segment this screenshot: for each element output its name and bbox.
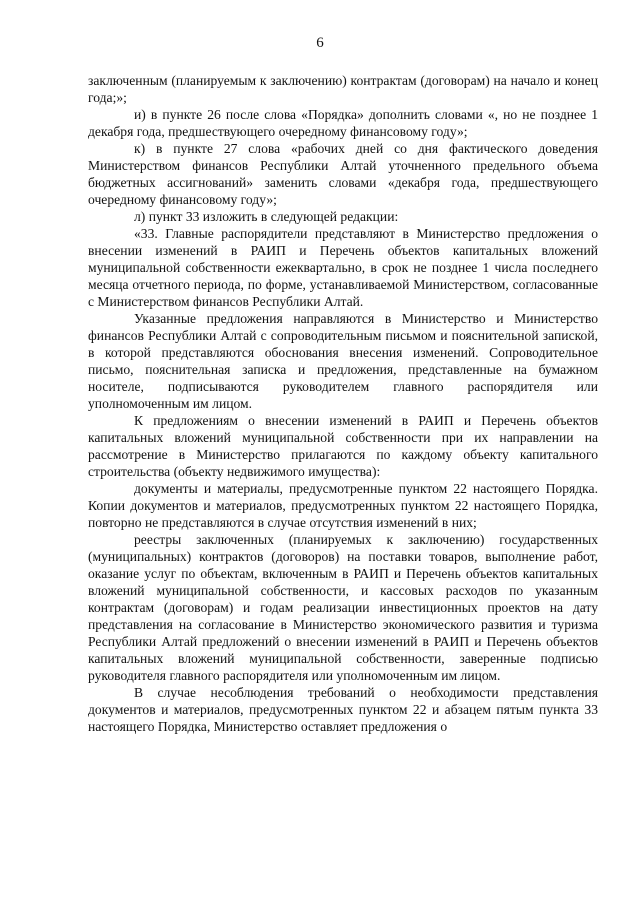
page-number: 6 (316, 35, 324, 51)
paragraph-item-i: и) в пункте 26 после слова «Порядка» дополнить словами «, но не позднее 1 декабря года, предшествующего очередному финансовому году»; (88, 107, 598, 139)
paragraph-attachments: К предложениям о внесении изменений в РАИП и Перечень объектов капитальных вложений муниципальной собственности при их направлении на рассмотрение в Министерство прилагаются по каждому объекту капитального строительства (объекту недвижимого имущества): (88, 413, 598, 479)
paragraph-item-k: к) в пункте 27 слова «рабочих дней со дня фактического доведения Министерством финансов Республики Алтай уточненного предельного объема бюджетных ассигнований» заменить словами «декабря года, предшествующего очередному финансовому году»; (88, 141, 598, 207)
paragraph-registers: реестры заключенных (планируемых к заключению) государственных (муниципальных) контрактов (договоров) на поставки товаров, выполнение работ, оказание услуг по объектам, включенным в РАИП и Перечень объектов капитальных вложений муниципальной собственности, и кассовых расходов по указанным контрактам (договорам) и годам реализации инвестиционных проектов на дату представления на согласование в Министерство экономического развития и туризма Республики Алтай предложений о внесении изменений в РАИП и Перечень объектов капитальных вложений муниципальной собственности, заверенные подписью руководителя главного распорядителя или уполномоченным им лицом. (88, 532, 598, 683)
paragraph-item-l: л) пункт 33 изложить в следующей редакции: (134, 209, 399, 224)
paragraph-noncompliance: В случае несоблюдения требований о необходимости представления документов и материалов, предусмотренных пунктом 22 и абзацем пятым пункта 33 настоящего Порядка, Министерство оставляет предложения о (88, 685, 598, 734)
paragraph-documents-materials: документы и материалы, предусмотренные пунктом 22 настоящего Порядка. Копии документов и материалов, предусмотренных пунктом 22 настоящего Порядка, повторно не представляются в случае отсутствия изменений в них; (88, 481, 598, 530)
document-body (88, 72, 598, 735)
paragraph-proposals-sent: Указанные предложения направляются в Министерство и Министерство финансов Республики Алтай с сопроводительным письмом и пояснительной запиской, в которой представляются обоснования внесения изменений. Сопроводительное письмо, пояснительная записка и предложения, представленные на бумажном носителе, подписываются руководителем главного распорядителя или уполномоченным им лицом. (88, 311, 598, 411)
paragraph-point-33: «33. Главные распорядители представляют в Министерство предложения о внесении изменений в РАИП и Перечень объектов капитальных вложений муниципальной собственности ежеквартально, в срок не позднее 1 числа последнего месяца отчетного периода, по форме, устанавливаемой Министерством, согласованные с Министерством финансов Республики Алтай. (88, 226, 598, 309)
paragraph-continuation: заключенным (планируемым к заключению) контрактам (договорам) на начало и конец года;»; (88, 73, 598, 105)
